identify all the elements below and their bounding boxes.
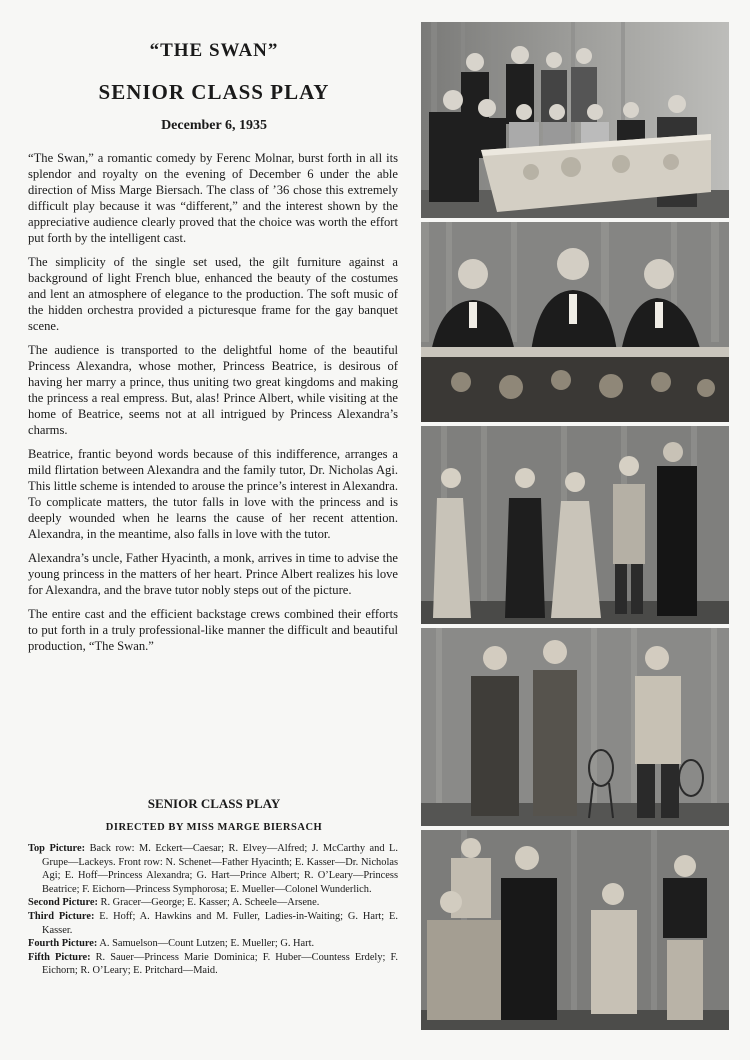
photo-officers-in-uniform bbox=[421, 628, 729, 826]
photo-seated-ladies bbox=[421, 830, 729, 1030]
article-paragraph: The audience is transported to the delightful home of the beautiful Princess Alexandra, whose mother, Princess Beatrice, is desirous of having her marry a prince, thus uniting two great kingdoms and making the princess a real empress. But, alas! Prince Albert, while visiting at the home of Beatrice, seems not at all intrigued by Princess Alexandra’s charms. bbox=[28, 343, 398, 437]
article-paragraph: Alexandra’s uncle, Father Hyacinth, a monk, arrives in time to advise the young princess in the matters of her heart. Prince Albert realizes his love for Alexandra, and the brave tutor nobly steps out of the picture. bbox=[28, 551, 398, 597]
credit-entry bbox=[28, 910, 398, 937]
play-title: “THE SWAN” bbox=[149, 40, 279, 61]
credits-title: SENIOR CLASS PLAY bbox=[147, 796, 281, 811]
play-date: December 6, 1935 bbox=[161, 118, 267, 133]
credit-label: Top Picture: bbox=[28, 843, 86, 854]
photo-ladies-and-prince bbox=[421, 426, 729, 624]
photo-three-men-at-table bbox=[421, 222, 729, 422]
credits-director: DIRECTED BY MISS MARGE BIERSACH bbox=[105, 822, 323, 833]
credit-text: E. Hoff; A. Hawkins and M. Fuller, Ladies-in-Waiting; G. Hart; E. Kasser. bbox=[42, 910, 398, 936]
photo-banquet-scene bbox=[421, 22, 729, 218]
credit-text: R. Sauer—Princess Marie Dominica; F. Huber—Countess Erdely; F. Eichorn; R. O’Leary; E. Pritchard—Maid. bbox=[42, 951, 398, 977]
article-paragraph: The entire cast and the efficient backstage crews combined their efforts to put forth in a truly professional-like manner the difficult and beautiful production, “The Swan.” bbox=[28, 607, 398, 653]
article-paragraph: Beatrice, frantic beyond words because of this indifference, arranges a mild flirtation between Alexandra and the family tutor, Dr. Nicholas Agi. This little scheme is intended to arouse the prince’s interest in Alexandra. To complicate matters, the tutor falls in love with the princess and is deeply wounded when he learns the cause of her recent attention. Alexandra, in the meantime, also falls in love with the tutor. bbox=[28, 447, 398, 541]
credit-label: Fourth Picture: bbox=[28, 938, 98, 950]
article-paragraph: “The Swan,” a romantic comedy by Ferenc Molnar, burst forth in all its splendor and royalty on the evening of December 6 under the able direction of Miss Marge Biersach. The class of ’36 chose this extremely difficult play because it was “different,” and the interest shown by the appreciative audience clearly proved that the choice was worth the effort put forth by the intelligent cast. bbox=[28, 151, 398, 245]
credit-text: Back row: M. Eckert—Caesar; R. Elvey—Alfred; J. McCarthy and L. Grupe—Lackeys. Front row: N. Schenet—Father Hyacinth; E. Kasser—Dr. Nicholas Agi; E. Hoff—Princess Alexandra; G. Hart—Prince Albert; R. O’Leary—Princess Beatrice; F. Eichorn—Princess Symphorosa; E. Mueller—Colonel Wunderlich. bbox=[42, 843, 399, 895]
credit-entry bbox=[28, 951, 398, 978]
article-paragraph: The simplicity of the single set used, the gilt furniture against a background of light French blue, enhanced the beauty of the costumes and lent an atmosphere of elegance to the production. The soft music of the hidden orchestra provided a picturesque frame for the gay banquet scene. bbox=[28, 255, 398, 333]
credit-label: Second Picture: bbox=[28, 897, 98, 909]
credit-label: Fifth Picture: bbox=[28, 951, 91, 963]
credit-text: A. Samuelson—Count Lutzen; E. Mueller; G. Hart. bbox=[97, 938, 315, 950]
credit-label: Third Picture: bbox=[28, 910, 95, 922]
article-body bbox=[28, 150, 398, 662]
credit-entry bbox=[28, 842, 398, 896]
credit-entry bbox=[28, 896, 398, 910]
play-subtitle: SENIOR CLASS PLAY bbox=[98, 80, 330, 104]
cast-credits bbox=[28, 842, 398, 978]
credit-text: R. Gracer—George; E. Kasser; A. Scheele—Arsene. bbox=[97, 897, 320, 909]
credit-entry bbox=[28, 937, 398, 951]
